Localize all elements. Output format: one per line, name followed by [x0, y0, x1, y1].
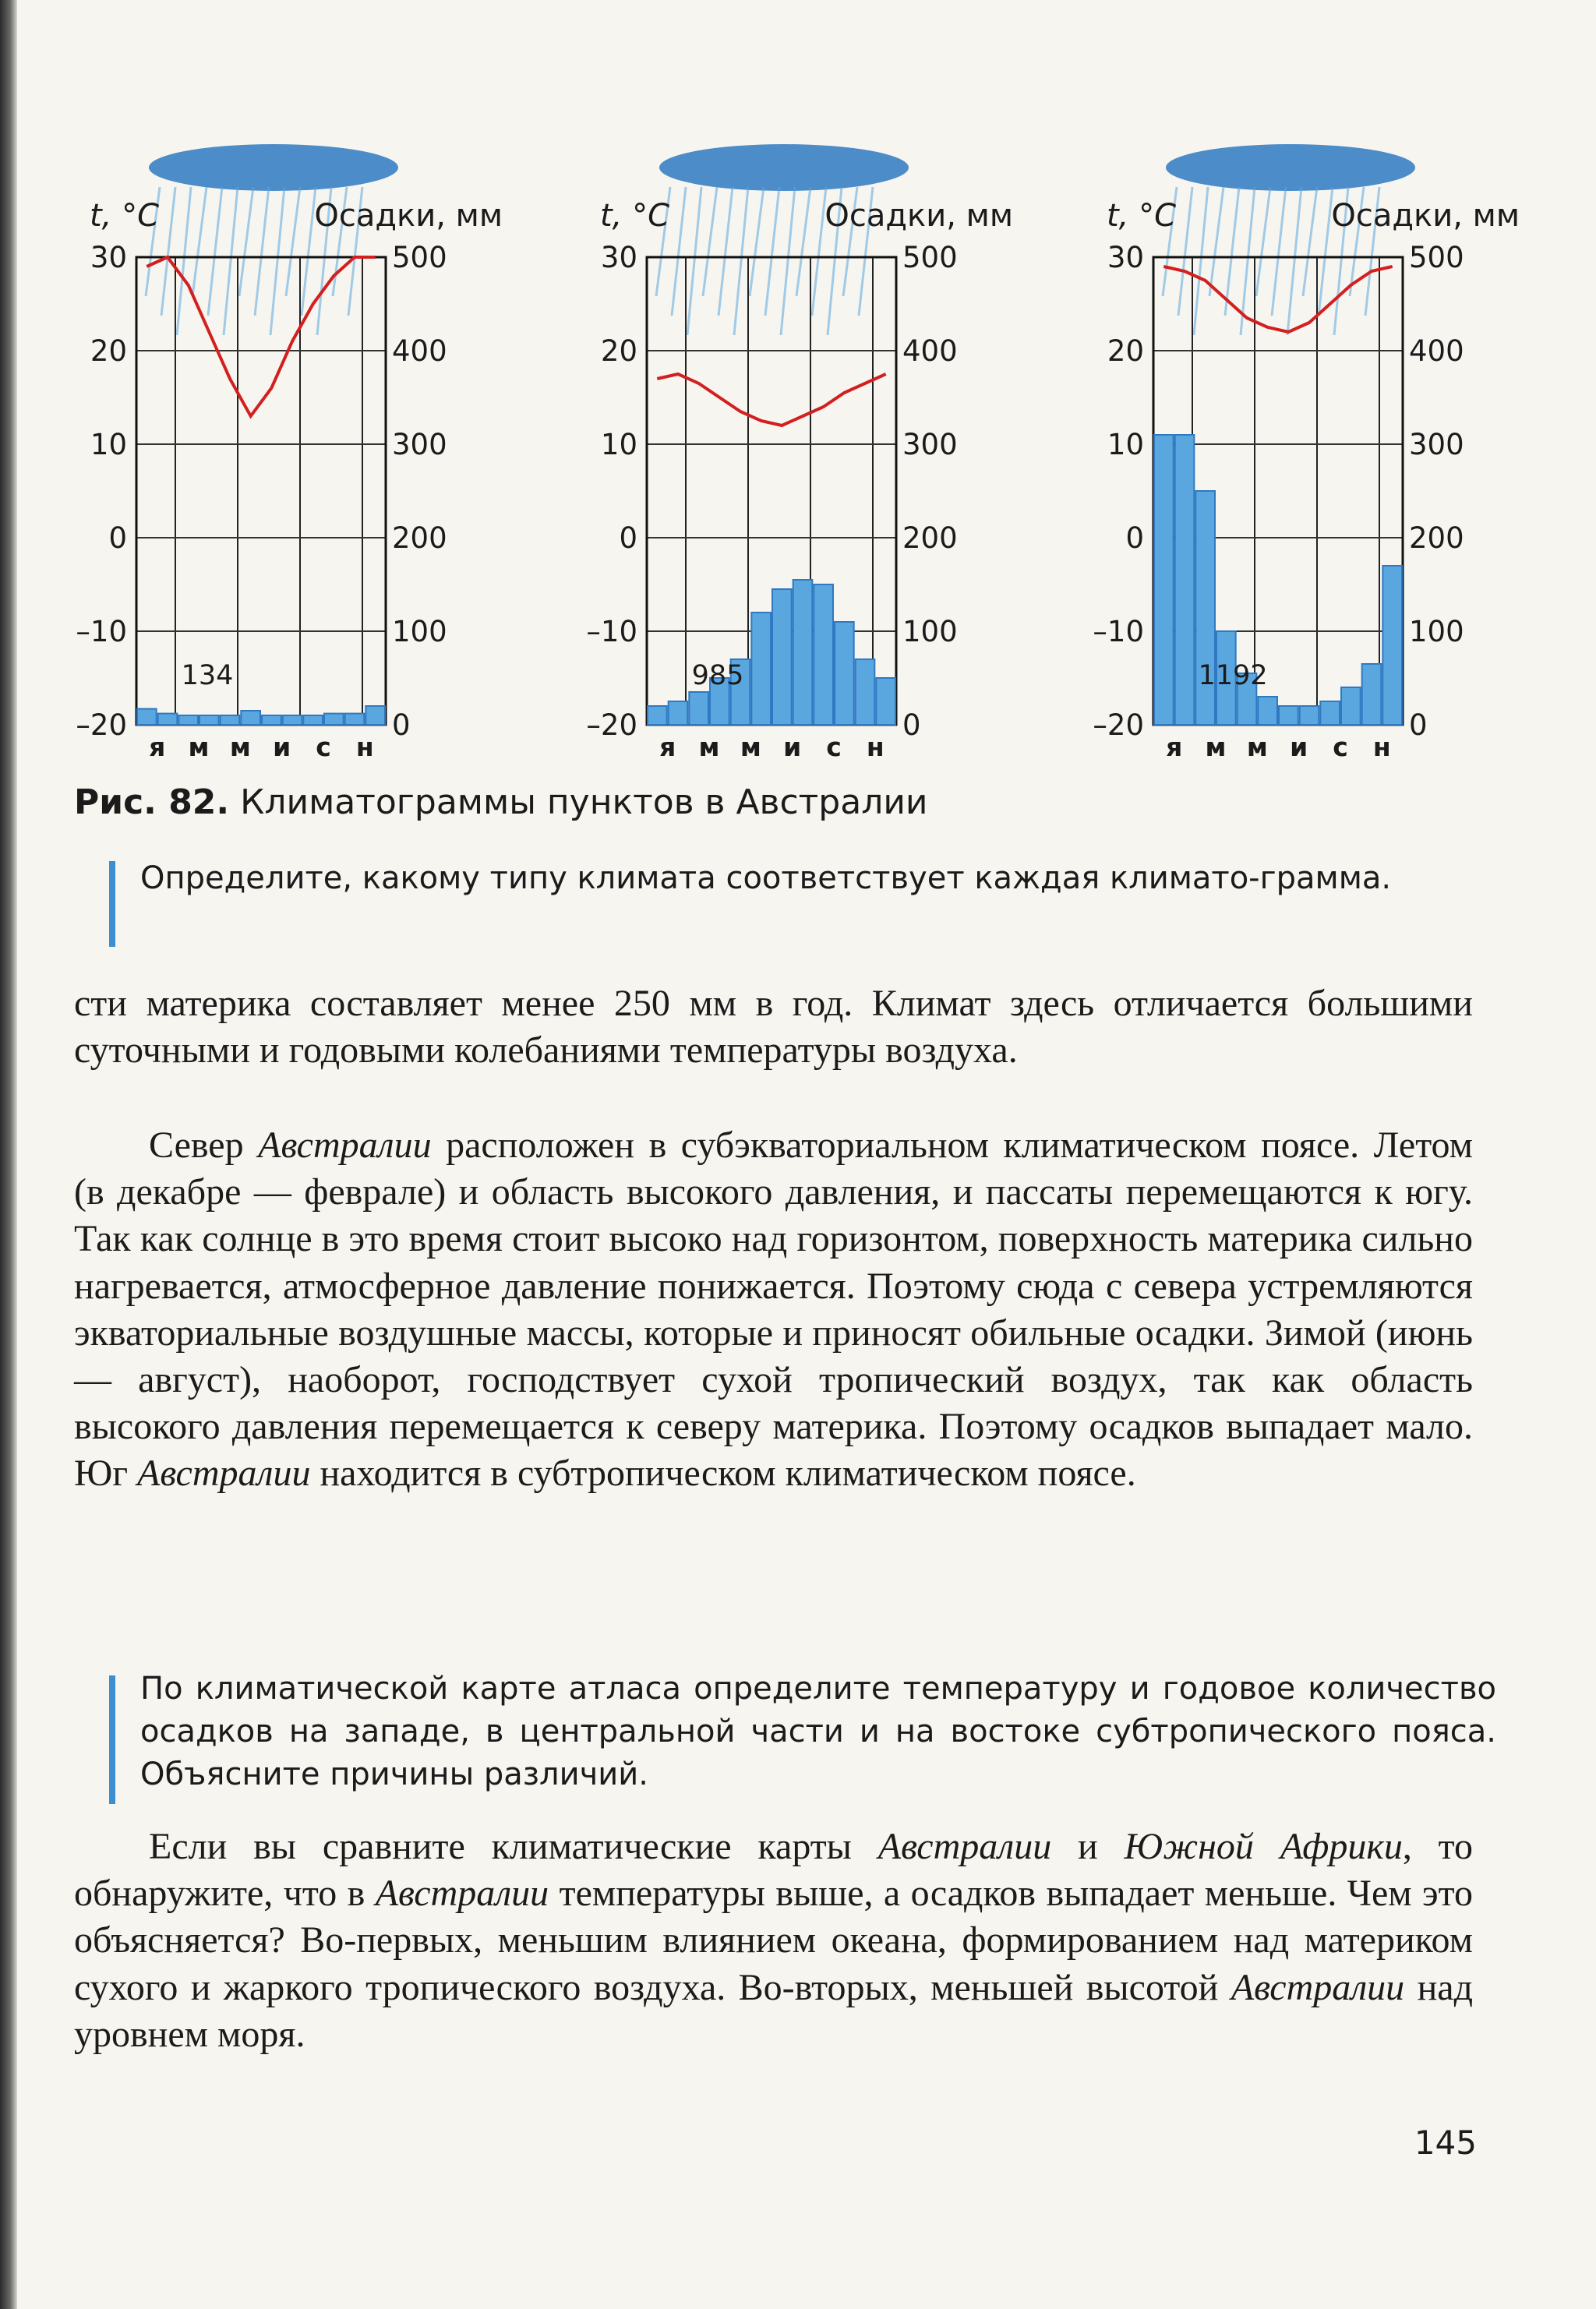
precipitation-bar — [283, 715, 302, 725]
p3-part3: , то обнаружите, что в — [74, 1826, 1474, 1915]
precipitation-axis-title: Осадки, мм — [314, 198, 503, 234]
precipitation-bar — [793, 580, 813, 725]
precipitation-bar — [221, 715, 240, 725]
precipitation-tick-label: 500 — [902, 241, 958, 274]
rain-streak — [687, 187, 701, 335]
temperature-tick-label: 30 — [90, 241, 127, 274]
precipitation-bar — [1320, 701, 1340, 725]
book-spine-shadow — [0, 0, 17, 2309]
precipitation-tick-label: 0 — [392, 708, 411, 742]
figure-caption — [74, 779, 1477, 826]
rain-streak — [1287, 187, 1301, 335]
p2-term-australia-1: Австралии — [258, 1124, 432, 1166]
p3-term-australia-3: Австралии — [1231, 1966, 1405, 2008]
rain-streak — [812, 187, 826, 316]
paragraph-comparison — [74, 1824, 1473, 2058]
precipitation-tick-label: 400 — [902, 334, 958, 368]
precipitation-tick-label: 500 — [1409, 241, 1464, 274]
rain-streak — [703, 187, 717, 296]
month-label: м — [740, 732, 761, 762]
temperature-tick-label: 20 — [600, 334, 637, 368]
question-subtropical: По климатической карте атласа определите температуру и годовое количество осадков на западе, в центральной части и на востоке субтропического пояса. Объясните причины различий. — [140, 1671, 1496, 1792]
annual-precipitation-label: 134 — [181, 660, 234, 691]
rain-streak — [750, 187, 764, 296]
paragraph-continued — [74, 980, 1473, 1074]
precipitation-tick-label: 300 — [392, 428, 447, 461]
month-label: с — [826, 732, 842, 762]
rain-streak — [302, 187, 316, 316]
temperature-tick-label: –20 — [76, 708, 127, 742]
rain-cloud-icon — [149, 144, 398, 191]
rain-streak — [1256, 187, 1270, 296]
temperature-tick-label: 30 — [600, 241, 637, 274]
precipitation-bar — [1362, 664, 1382, 725]
precipitation-bar — [178, 715, 198, 725]
precipitation-bar — [1341, 687, 1361, 725]
precipitation-tick-label: 100 — [902, 615, 958, 648]
precipitation-bar — [1175, 435, 1195, 725]
rain-streak — [734, 187, 748, 335]
temperature-curve — [657, 374, 885, 425]
rain-streak — [1303, 187, 1317, 296]
p3-part2: и — [1051, 1826, 1125, 1867]
month-label: м — [188, 732, 210, 762]
month-label: и — [783, 732, 802, 762]
month-label: и — [1290, 732, 1308, 762]
rain-streak — [1178, 187, 1192, 316]
temperature-tick-label: 30 — [1107, 241, 1144, 274]
precipitation-tick-label: 200 — [1409, 521, 1464, 555]
temperature-tick-label: 0 — [108, 521, 127, 555]
precipitation-bar — [751, 613, 771, 725]
precipitation-tick-label: 200 — [392, 521, 447, 555]
precipitation-tick-label: 300 — [902, 428, 958, 461]
precipitation-bar — [689, 692, 708, 725]
rain-cloud-icon — [1166, 144, 1415, 191]
question2-accent-bar — [109, 1675, 115, 1804]
rain-streak — [286, 187, 300, 296]
precipitation-bar — [365, 706, 385, 725]
question-climate-type: Определите, какому типу климата соответствует каждая климато-грамма. — [140, 860, 1392, 896]
precipitation-tick-label: 500 — [392, 241, 447, 274]
rain-streak — [224, 187, 238, 335]
rain-streak — [719, 187, 733, 316]
precipitation-bar — [835, 622, 854, 725]
month-label: н — [1372, 732, 1391, 762]
rain-streak — [1225, 187, 1239, 316]
precipitation-bar — [856, 659, 875, 725]
rain-streak — [192, 187, 207, 296]
month-label: м — [1205, 732, 1227, 762]
precipitation-bar — [1258, 697, 1277, 725]
climatograms-svg — [74, 132, 1524, 771]
p2-part1: Север — [149, 1124, 259, 1166]
temperature-tick-label: –20 — [1093, 708, 1144, 742]
p3-part1: Если вы сравните климатические карты — [149, 1826, 878, 1867]
precipitation-tick-label: 300 — [1409, 428, 1464, 461]
rain-streak — [255, 187, 269, 316]
precipitation-bar — [345, 714, 365, 725]
rain-streak — [270, 187, 284, 335]
p2-part3: находится в субтропическом климатическом поясе. — [310, 1453, 1136, 1495]
precipitation-bar — [876, 678, 895, 725]
temperature-tick-label: 0 — [1125, 521, 1144, 555]
temperature-tick-label: –10 — [586, 615, 637, 648]
p2-part2: расположен в субэкваториальном климатическом поясе. Летом (в декабре — феврале) и область высокого давления, и пассаты перемещаются к югу. Так как солнце в это время стоит высоко над горизонтом, поверхность материка сильно нагревается, атмосферное давление понижается. Поэтому сюда с севера устремляются экваториальные воздушные массы, которые и приносят обильные осадки. Зимой (июнь — август), наоборот, господствует сухой тропический воздух, так как область высокого давления перемещается к северу материка. Поэтому осадков выпадает мало. Юг — [74, 1124, 1474, 1495]
annual-precipitation-label: 1192 — [1198, 660, 1268, 691]
rain-streak — [161, 187, 175, 316]
temperature-tick-label: 20 — [90, 334, 127, 368]
rain-streak — [672, 187, 686, 316]
climatogram-3 — [1093, 144, 1520, 762]
precipitation-tick-label: 400 — [1409, 334, 1464, 368]
precipitation-tick-label: 100 — [1409, 615, 1464, 648]
temperature-tick-label: 0 — [619, 521, 637, 555]
rain-streak — [765, 187, 779, 316]
p3-part5: над уровнем моря. — [74, 1966, 1473, 2055]
rain-cloud-icon — [659, 144, 909, 191]
precipitation-bar — [1382, 566, 1402, 725]
temperature-tick-label: 20 — [1107, 334, 1144, 368]
paragraph-continued-text: сти материка составляет менее 250 мм в год. Климат здесь отличается большими суточными и годовыми колебаниями температуры воздуха. — [74, 983, 1473, 1072]
precipitation-bar — [241, 711, 260, 725]
rain-streak — [1272, 187, 1286, 316]
precipitation-tick-label: 100 — [392, 615, 447, 648]
precipitation-bar — [137, 709, 157, 725]
precipitation-bar — [1300, 706, 1319, 725]
precipitation-axis-title: Осадки, мм — [1331, 198, 1520, 234]
month-label: и — [273, 732, 291, 762]
temperature-axis-title: t, °C — [600, 198, 670, 234]
temperature-axis-title: t, °C — [1107, 198, 1177, 234]
figure-caption-text: Климатограммы пунктов в Австралии — [229, 782, 928, 822]
paragraph-north-australia — [74, 1122, 1473, 1498]
p3-part4: температуры выше, а осадков выпадает меньше. Чем это объясняется? Во-первых, меньшим влиянием океана, формированием над материком сухого и жаркого тропического воздуха. Во-вторых, меньшей высотой — [74, 1873, 1474, 2008]
rain-streak — [1319, 187, 1333, 316]
month-label: я — [149, 732, 166, 762]
temperature-tick-label: 10 — [90, 428, 127, 461]
precipitation-bar — [1279, 706, 1298, 725]
month-label: м — [1246, 732, 1268, 762]
rain-streak — [208, 187, 222, 316]
plot-frame — [136, 257, 386, 725]
rain-streak — [239, 187, 253, 296]
month-label: н — [866, 732, 885, 762]
rain-streak — [1194, 187, 1208, 335]
precipitation-tick-label: 400 — [392, 334, 447, 368]
precipitation-bar — [772, 589, 792, 725]
rain-streak — [781, 187, 795, 335]
precipitation-bar — [262, 715, 281, 725]
climatograms-figure — [74, 132, 1524, 771]
rain-streak — [1209, 187, 1223, 296]
precipitation-bar — [648, 706, 667, 725]
precipitation-bar — [814, 584, 833, 725]
rain-streak — [177, 187, 191, 335]
precipitation-bar — [1154, 435, 1174, 725]
month-label: я — [1166, 732, 1183, 762]
precipitation-bar — [324, 714, 344, 725]
p3-term-australia-2: Австралии — [375, 1873, 549, 1915]
month-label: с — [316, 732, 331, 762]
temperature-tick-label: –10 — [1093, 615, 1144, 648]
climatogram-1 — [76, 144, 503, 762]
precipitation-tick-label: 200 — [902, 521, 958, 555]
month-label: н — [355, 732, 374, 762]
temperature-tick-label: –10 — [76, 615, 127, 648]
precipitation-bar — [669, 701, 688, 725]
month-label: с — [1333, 732, 1348, 762]
figure-caption-label: Рис. 82. — [74, 782, 230, 822]
precipitation-bar — [158, 714, 178, 725]
annual-precipitation-label: 985 — [691, 660, 744, 691]
precipitation-tick-label: 0 — [902, 708, 921, 742]
temperature-tick-label: 10 — [1107, 428, 1144, 461]
p3-term-australia-1: Австралии — [877, 1826, 1052, 1867]
precipitation-bar — [200, 715, 219, 725]
precipitation-tick-label: 0 — [1409, 708, 1428, 742]
month-label: м — [698, 732, 720, 762]
temperature-tick-label: 10 — [600, 428, 637, 461]
rain-streak — [796, 187, 810, 296]
p3-term-south-africa: Южной Африки — [1124, 1826, 1403, 1867]
precipitation-axis-title: Осадки, мм — [824, 198, 1013, 234]
precipitation-bar — [303, 715, 323, 725]
question-accent-bar — [109, 861, 115, 947]
month-label: м — [229, 732, 251, 762]
temperature-tick-label: –20 — [586, 708, 637, 742]
p2-term-australia-2: Австралии — [137, 1453, 311, 1495]
page-number: 145 — [1414, 2124, 1477, 2162]
climatogram-2 — [586, 144, 1013, 762]
temperature-axis-title: t, °C — [90, 198, 160, 234]
month-label: я — [659, 732, 676, 762]
